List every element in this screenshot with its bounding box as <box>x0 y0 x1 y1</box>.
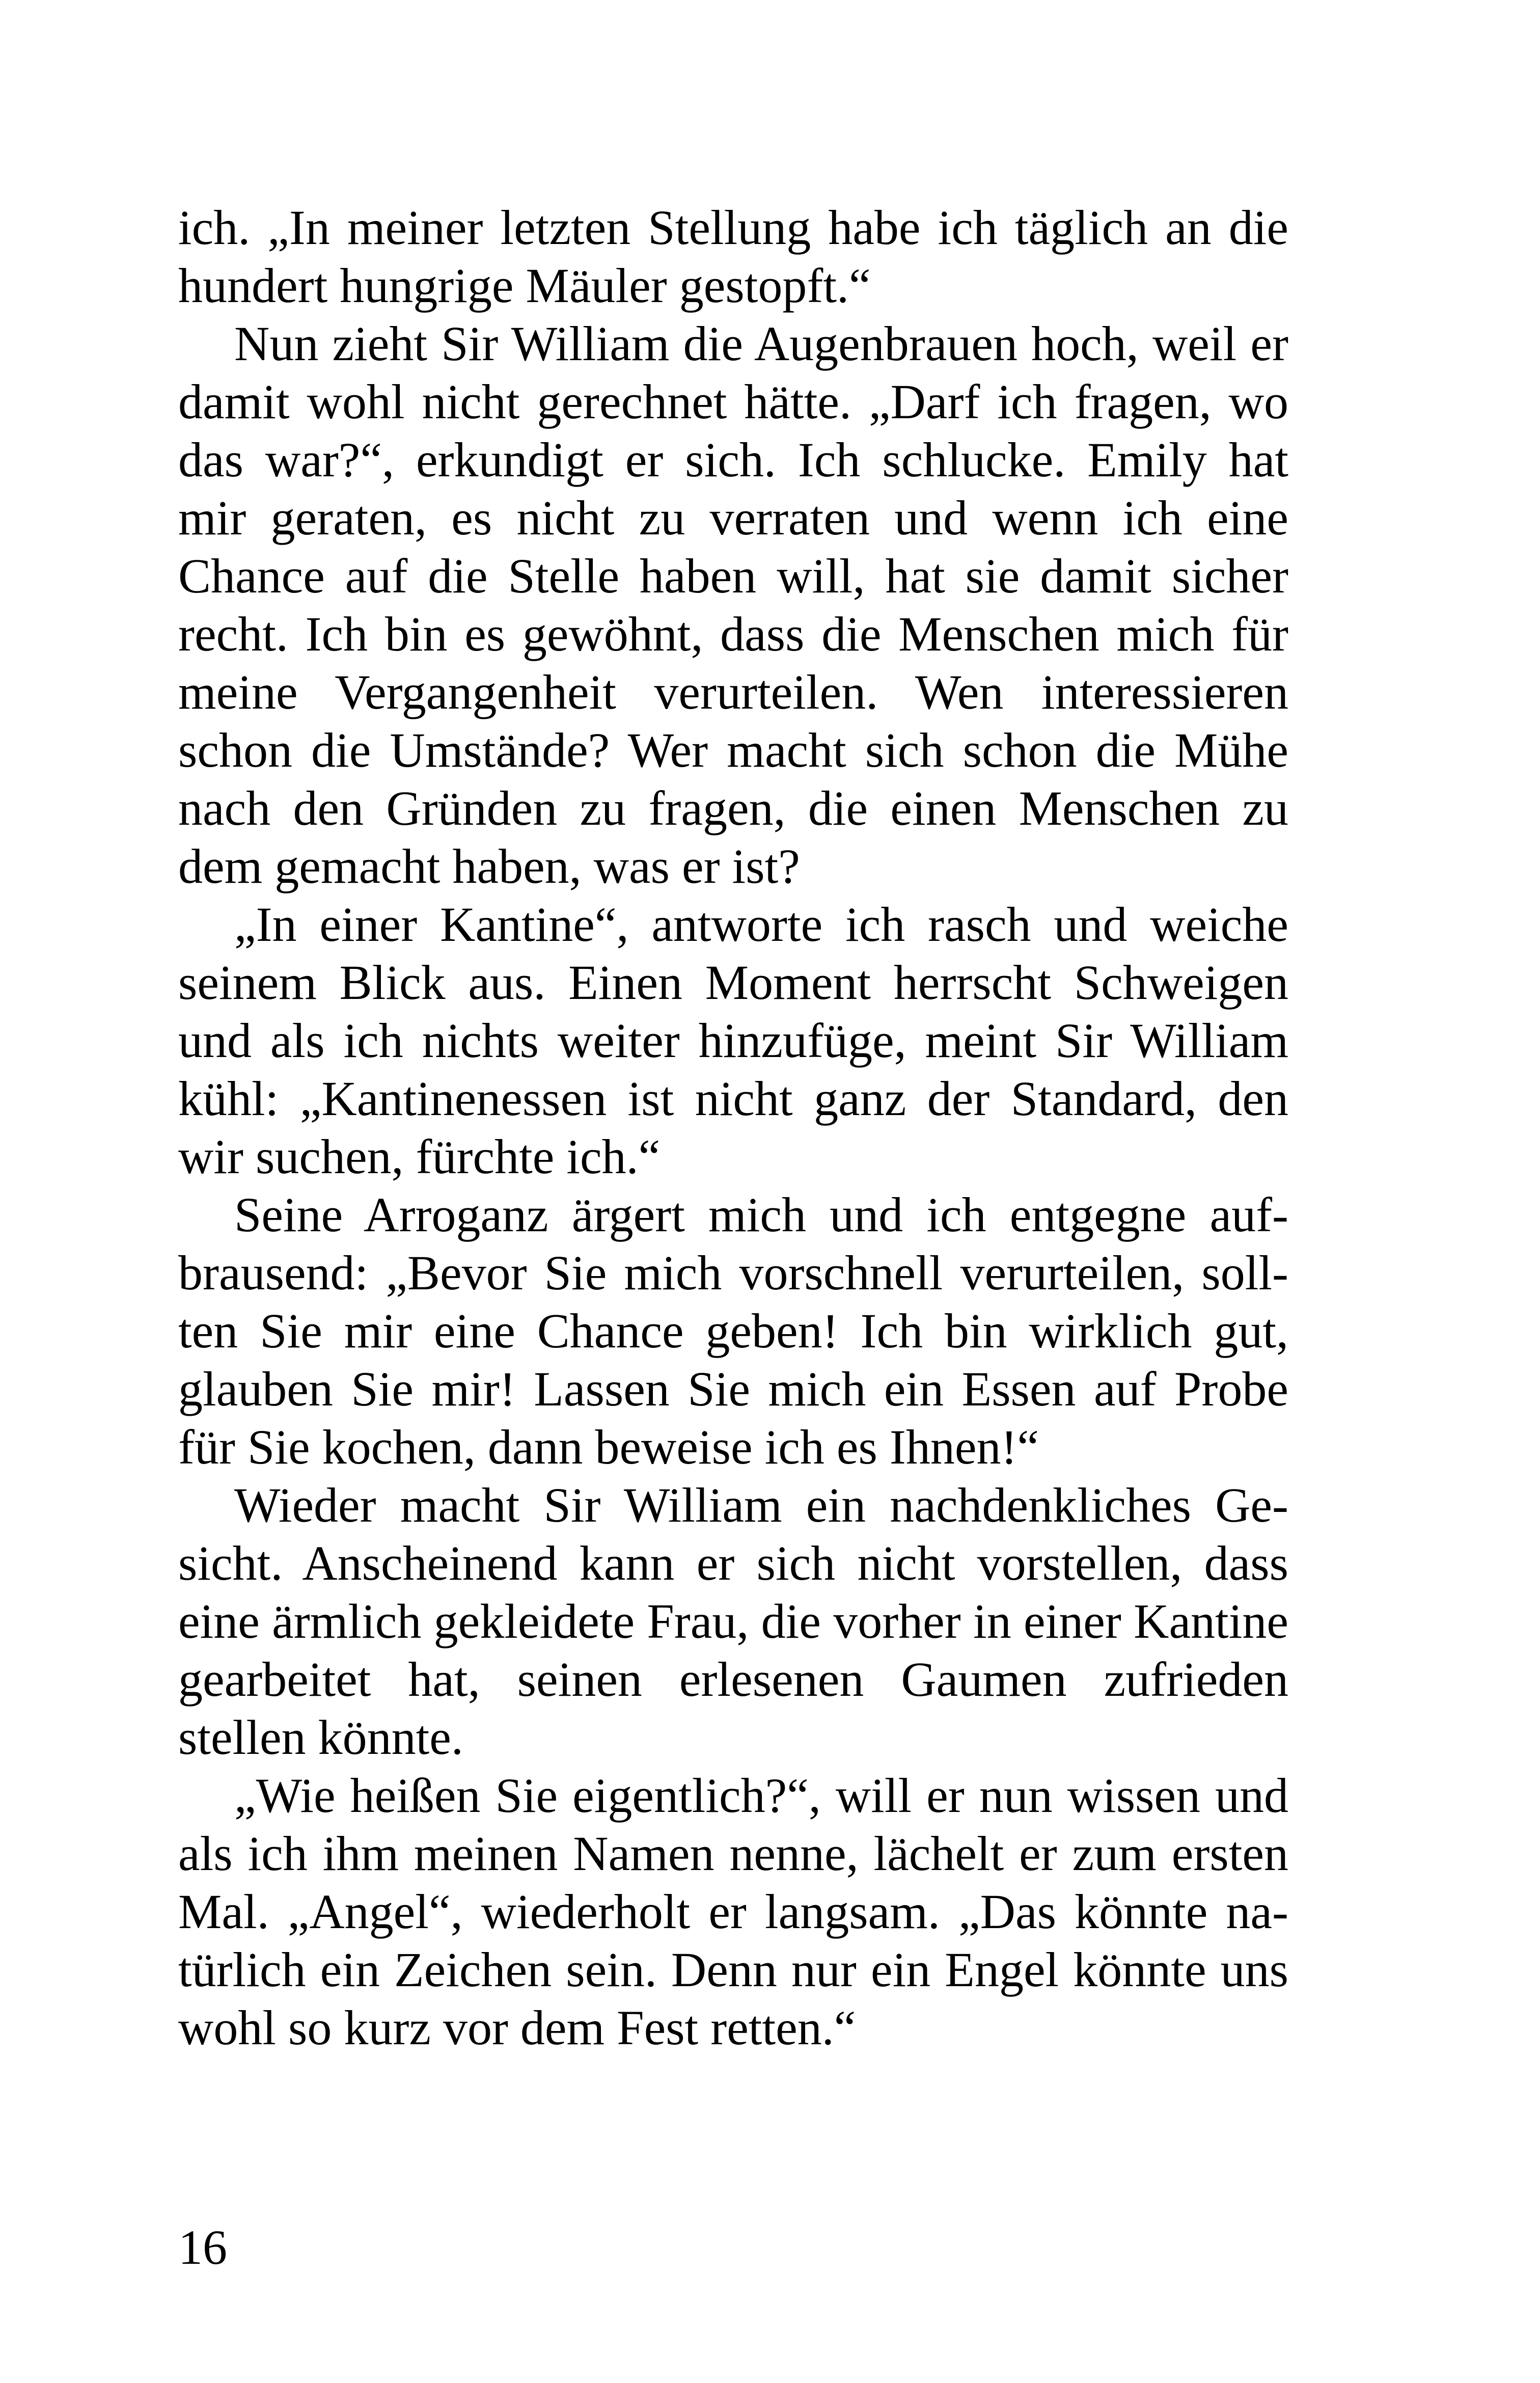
body-text <box>178 199 1288 2057</box>
paragraph-5: Wieder macht Sir William ein nachdenkliches Gesicht. Anscheinend kann er sich nicht vorstellen, dass eine ärmlich gekleidete Frau, die vorher in einer Kantine gearbeitet hat, seinen erlesenen Gaumen zufrieden stellen könnte. <box>178 1478 1288 1765</box>
paragraph-1: ich. „In meiner letzten Stellung habe ich täglich an die hundert hungrige Mäuler gestopft.“ <box>178 200 1288 313</box>
paragraph-4: Seine Arroganz ärgert mich und ich entgegne aufbrausend: „Bevor Sie mich vorschnell verurteilen, sollten Sie mir eine Chance geben! Ich bin wirklich gut, glauben Sie mir! Lassen Sie mich ein Essen auf Probe für Sie kochen, dann beweise ich es Ihnen!“ <box>178 1187 1288 1474</box>
paragraph-2: Nun zieht Sir William die Augenbrauen hoch, weil er damit wohl nicht gerechnet hätte. „Darf ich fragen, wo das war?“, erkundigt er sich. Ich schlucke. Emily hat mir geraten, es nicht zu verraten und wenn ich eine Chance auf die Stelle haben will, hat sie damit sicher recht. Ich bin es gewöhnt, dass die Menschen mich für meine Vergangenheit verurteilen. Wen interessieren schon die Umstände? Wer macht sich schon die Mühe nach den Gründen zu fragen, die einen Menschen zu dem gemacht haben, was er ist? <box>178 316 1288 893</box>
page-number: 16 <box>178 2220 227 2274</box>
paragraph-3: „In einer Kantine“, antworte ich rasch und weiche seinem Blick aus. Einen Moment herrscht Schweigen und als ich nichts weiter hinzufüge, meint Sir William kühl: „Kantinenessen ist nicht ganz der Standard, den wir suchen, fürchte ich.“ <box>178 897 1288 1184</box>
paragraph-6: „Wie heißen Sie eigentlich?“, will er nun wissen und als ich ihm meinen Namen nenne, lächelt er zum ersten Mal. „Angel“, wiederholt er langsam. „Das könnte natürlich ein Zeichen sein. Denn nur ein Engel könnte uns wohl so kurz vor dem Fest retten.“ <box>178 1768 1288 2055</box>
